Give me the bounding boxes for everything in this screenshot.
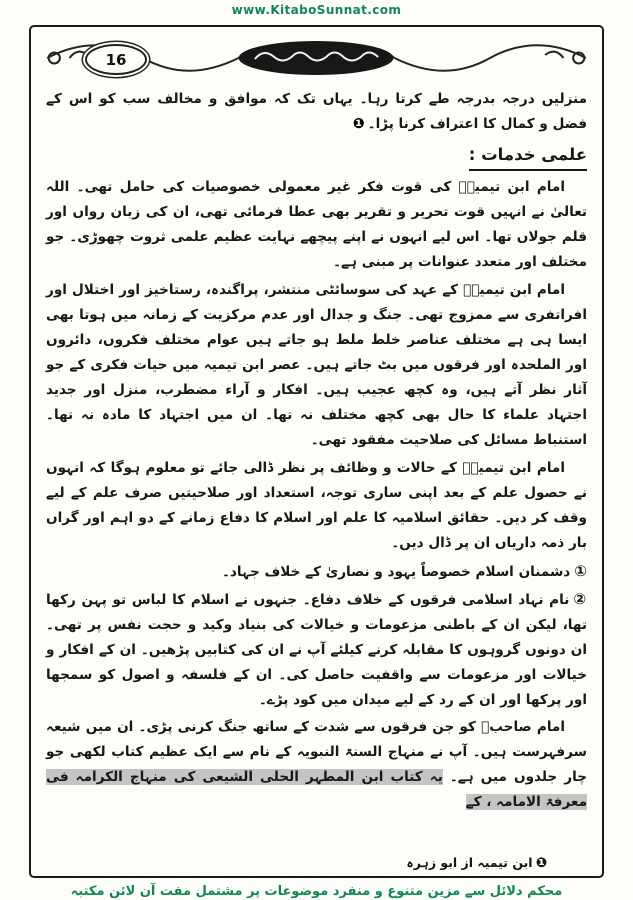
intro-text: منزلیں درجہ بدرجہ طے کرتا رہا۔ یہاں تک کہ موافق و مخالف سب کو اس کے فضل و کمال کا اعتراف کرنا پڑا۔ [46, 91, 587, 132]
page-border-frame [29, 25, 604, 878]
section-heading: علمی خدمات : [469, 142, 587, 171]
footnote-text: ابن تیمیہ از ابو زہرہ [406, 855, 533, 870]
list-marker-1: ① [574, 562, 587, 580]
footnote-ref-marker: ❶ [352, 116, 365, 132]
list-item [46, 559, 587, 585]
paragraph-dedication: امام ابن تیمیہؒ کے حالات و وظائف پر نظر ڈالی جائے تو معلوم ہوگا کہ انہوں نے حصول علم کے بعد اپنی ساری توجہ، استعداد اور صلاحیتیں صرف علم کے لیے وقف کر دیں۔ حقائق اسلامیہ کا علم اور اسلام کا دفاع زمانے کے دو اہم اور گراں بار ذمہ داریاں ان پر ڈال دیں۔ [46, 460, 587, 551]
watermark-url: www.KitaboSunnat.com [231, 3, 402, 17]
list-marker-2: ② [573, 590, 587, 608]
page-number: 16 [105, 50, 127, 69]
footer-tagline: محکم دلائل سے مزین متنوع و منفرد موضوعات پر مشتمل مفت آن لائن مکتبہ [70, 884, 563, 899]
page-number-badge [85, 44, 147, 75]
list-text-2: نام نہاد اسلامی فرقوں کے خلاف دفاع۔ جنہوں نے اسلام کا لباس تو پہن رکھا تھا، لیکن ان کے باطنی مزعومات و خیالات کی بنیاد وکید و حجت نفس پر تھی۔ ان دونوں گروہوں کا مقابلہ کرنے کیلئے آپ نے ان کی کتابیں پڑھیں۔ ان کے افکار و خیالات اور مزعومات سے واقفیت حاصل کی۔ ان کے فلسفہ و اصول کو سمجھا اور پرکھا اور ان کے رد کے لیے میدان میں کود پڑے۔ [46, 592, 587, 708]
paragraph-qualities: امام ابن تیمیہؒ کی قوت فکر غیر معمولی خصوصیات کی حامل تھی۔ اللہ تعالیٰ نے انہیں قوت تحریر و تقریر بھی عطا فرمائی تھی، ان کی زبان رواں اور قلم جولاں تھا۔ اس لیے انہوں نے اپنے پیچھے نہایت عظیم علمی ثروت چھوڑی۔ جو مختلف اور متعدد عنوانات پر مبنی ہے۔ [46, 179, 587, 270]
footnote-marker: ❶ [535, 855, 547, 871]
title-cartouche [239, 41, 394, 75]
body-text [31, 81, 602, 815]
header-ornament-band [39, 35, 594, 81]
closing-text: امام صاحبؒ کو جن فرقوں سے شدت کے ساتھ جنگ کرنی پڑی۔ ان میں شیعہ سرفہرست ہیں۔ آپ نے منہاج السنۃ النبویہ کے نام سے ایک عظیم کتاب لکھی جو چار جلدوں میں ہے۔ [46, 719, 587, 785]
section-heading-row [46, 142, 587, 171]
intro-paragraph [46, 87, 587, 137]
closing-paragraph [46, 715, 587, 815]
highlighted-text: یہ کتاب ابن المطہر الحلی الشیعی کی منہاج الکرامہ فی معرفۃ الامامہ ، کے [46, 769, 587, 810]
list-item [46, 587, 587, 713]
paragraph-era: امام ابن تیمیہؒ کے عہد کی سوسائٹی منتشر، پراگندہ، رستاخیز اور اختلال اور افراتفری سے ممزوج تھی۔ جنگ و جدال اور عدم مرکزیت کے زمانہ میں ہوتا بھی ایسا ہی ہے مختلف عناصر خلط ملط ہو جاتے ہیں عوام مختلف فکروں، دائروں اور الملحدہ اور فرقوں میں بٹ جاتے ہیں۔ عصر ابن تیمیہ میں حیات فکری کے جو آثار نظر آتے ہیں، وہ کچھ عجیب ہیں۔ افکار و آراء مضطرب، منزل اور جدید اجتہاد علماء کا حال بھی کچھ مختلف نہ تھا۔ ان میں اجتہاد کا مادہ نہ تھا۔ استنباط مسائل کی صلاحیت مفقود تھی۔ [46, 282, 587, 448]
list-text-1: دشمنان اسلام خصوصاً یہود و نصاریٰ کے خلاف جہاد۔ [221, 564, 571, 580]
footnote [46, 855, 547, 871]
